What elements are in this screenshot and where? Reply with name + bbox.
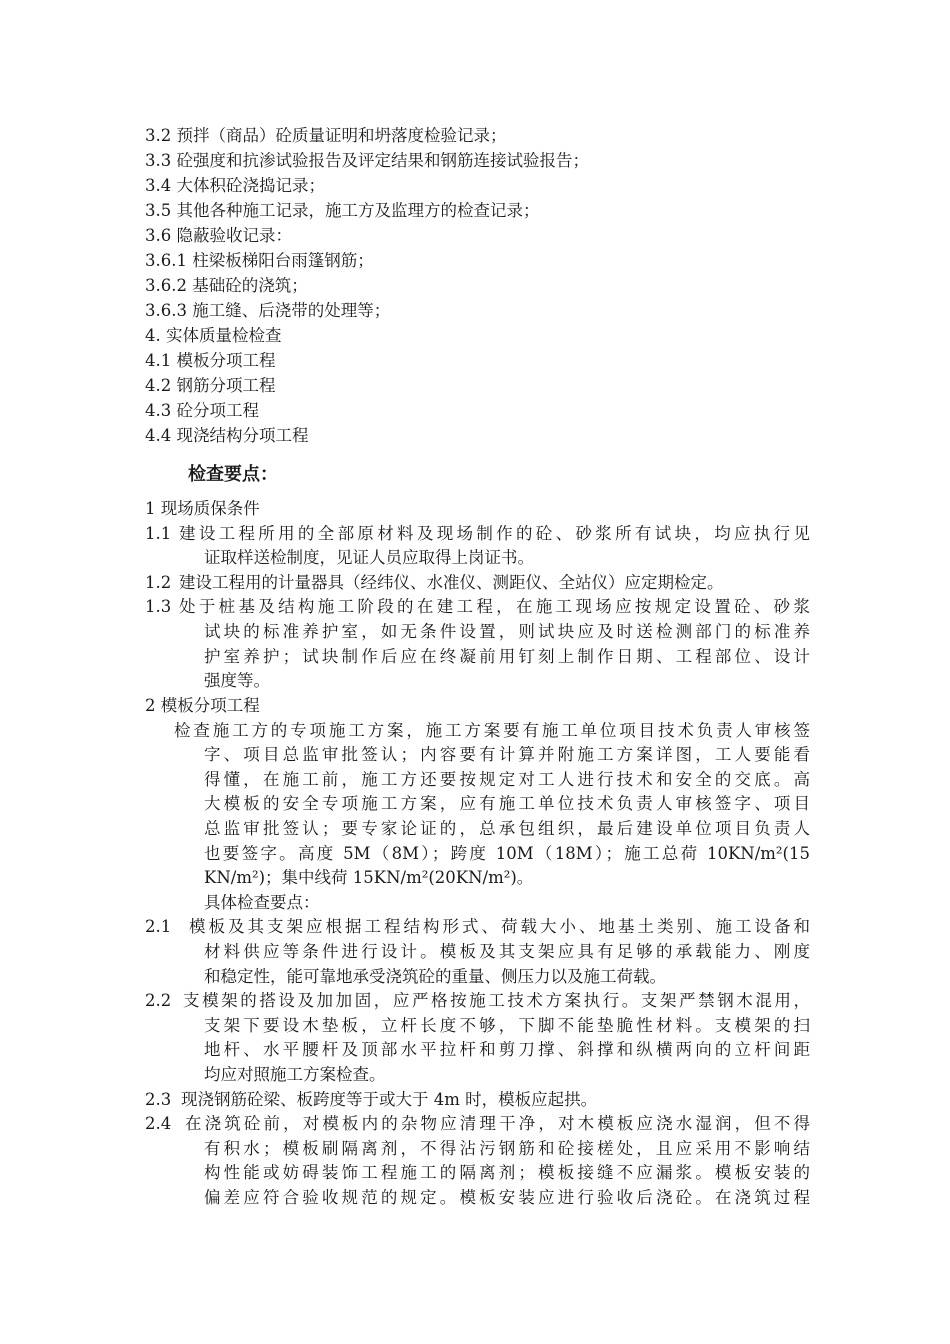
- list-item: 4.4 现浇结构分项工程: [145, 426, 309, 445]
- paragraph-line: 检查施工方的专项施工方案，施工方案要有施工单位项目技术负责人审核签: [174, 720, 810, 740]
- item-number: 2.2: [145, 991, 172, 1011]
- paragraph-line: 现浇钢筋砼梁、板跨度等于或大于 4m 时，模板应起拱。: [181, 1089, 598, 1109]
- item-number: 1.3: [145, 597, 172, 617]
- paragraph-line: 处于桩基及结构施工阶段的在建工程，在施工现场应按规定设置砼、砂浆: [179, 597, 810, 617]
- paragraph-line: 得懂，在施工前，施工方还要按规定对工人进行技术和安全的交底。高: [204, 769, 810, 789]
- paragraph-line: 有积水；模板刷隔离剂，不得沾污钢筋和砼接槎处，且应采用不影响结: [204, 1138, 810, 1158]
- paragraph-line: 在浇筑砼前，对模板内的杂物应清理干净，对木模板应浇水湿润，但不得: [185, 1114, 810, 1134]
- paragraph-line: 也要签字。高度 5M（8M）；跨度 10M（18M）；施工总荷 10KN/m²(15: [204, 843, 810, 863]
- paragraph-line: 模板及其支架应根据工程结构形式、荷载大小、地基土类别、施工设备和: [189, 917, 810, 937]
- subheading: 具体检查要点：: [204, 892, 320, 912]
- item-number: 2.4: [145, 1114, 172, 1134]
- paragraph-line: KN/m²)；集中线荷 15KN/m²(20KN/m²)。: [204, 868, 534, 888]
- section-title: 1 现场质保条件: [145, 499, 260, 518]
- paragraph-line: 总监审批签认；要专家论证的，总承包组织，最后建设单位项目负责人: [204, 818, 810, 838]
- paragraph-line: 和稳定性，能可靠地承受浇筑砼的重量、侧压力以及施工荷载。: [204, 966, 666, 986]
- paragraph-line: 偏差应符合验收规范的规定。模板安装应进行验收后浇砼。在浇筑过程: [204, 1187, 810, 1207]
- item-number: 1.1: [145, 523, 172, 543]
- list-item: 3.6.3 施工缝、后浇带的处理等；: [145, 301, 391, 320]
- list-item: 4.2 钢筋分项工程: [145, 376, 276, 395]
- paragraph-line: 构性能或妨碍装饰工程施工的隔离剂；模板接缝不应漏浆。模板安装的: [204, 1163, 810, 1183]
- list-item: 3.4 大体积砼浇捣记录；: [145, 176, 325, 195]
- list-item: 4.1 模板分项工程: [145, 351, 276, 370]
- list-item: 3.2 预拌（商品）砼质量证明和坍落度检验记录；: [145, 126, 507, 145]
- paragraph-line: 建设工程用的计量器具（经纬仪、水准仪、测距仪、全站仪）应定期检定。: [179, 572, 724, 592]
- section-1: [145, 497, 810, 694]
- list-item: 4.3 砼分项工程: [145, 401, 259, 420]
- item-number: 2.3: [145, 1089, 172, 1109]
- item-number: 1.2: [145, 572, 172, 592]
- paragraph-line: 地杆、水平腰杆及顶部水平拉杆和剪刀撑、斜撑和纵横两向的立杆间距: [204, 1040, 810, 1060]
- paragraph-line: 建设工程所用的全部原材料及现场制作的砼、砂浆所有试块，均应执行见: [179, 523, 810, 543]
- paragraph-line: 证取样送检制度，见证人员应取得上岗证书。: [204, 548, 534, 568]
- section-title: 2 模板分项工程: [145, 696, 260, 715]
- paragraph-line: 试块的标准养护室，如无条件设置，则试块应及时送检测部门的标准养: [204, 621, 810, 641]
- list-item: 3.6.2 基础砼的浇筑；: [145, 276, 308, 295]
- paragraph-line: 护室养护；试块制作后应在终凝前用钉刻上制作日期、工程部位、设计: [204, 646, 810, 666]
- paragraph-line: 支模架的搭设及加加固，应严格按施工技术方案执行。支架严禁钢木混用，: [183, 991, 810, 1011]
- list-item: 3.6.1 柱梁板梯阳台雨篷钢筋；: [145, 251, 374, 270]
- list-item: 3.3 砼强度和抗渗试验报告及评定结果和钢筋连接试验报告；: [145, 151, 589, 170]
- paragraph-line: 强度等。: [204, 671, 270, 691]
- section-2: [145, 694, 810, 1210]
- paragraph-line: 支架下要设木垫板，立杆长度不够，下脚不能垫脆性材料。支模架的扫: [204, 1015, 810, 1035]
- list-item: 4. 实体质量检检查: [145, 326, 282, 345]
- paragraph-line: 材料供应等条件进行设计。模板及其支架应具有足够的承载能力、刚度: [204, 941, 810, 961]
- paragraph-line: 大模板的安全专项施工方案，应有施工单位技术负责人审核签字、项目: [204, 794, 810, 814]
- list-item: 3.6 隐蔽验收记录：: [145, 226, 292, 245]
- list-item: 3.5 其他各种施工记录，施工方及监理方的检查记录；: [145, 201, 540, 220]
- section-heading: 检查要点：: [188, 464, 278, 485]
- item-number: 2.1: [145, 917, 172, 937]
- paragraph-line: 字、项目总监审批签认；内容要有计算并附施工方案详图，工人要能看: [204, 745, 810, 765]
- paragraph-line: 均应对照施工方案检查。: [204, 1064, 386, 1084]
